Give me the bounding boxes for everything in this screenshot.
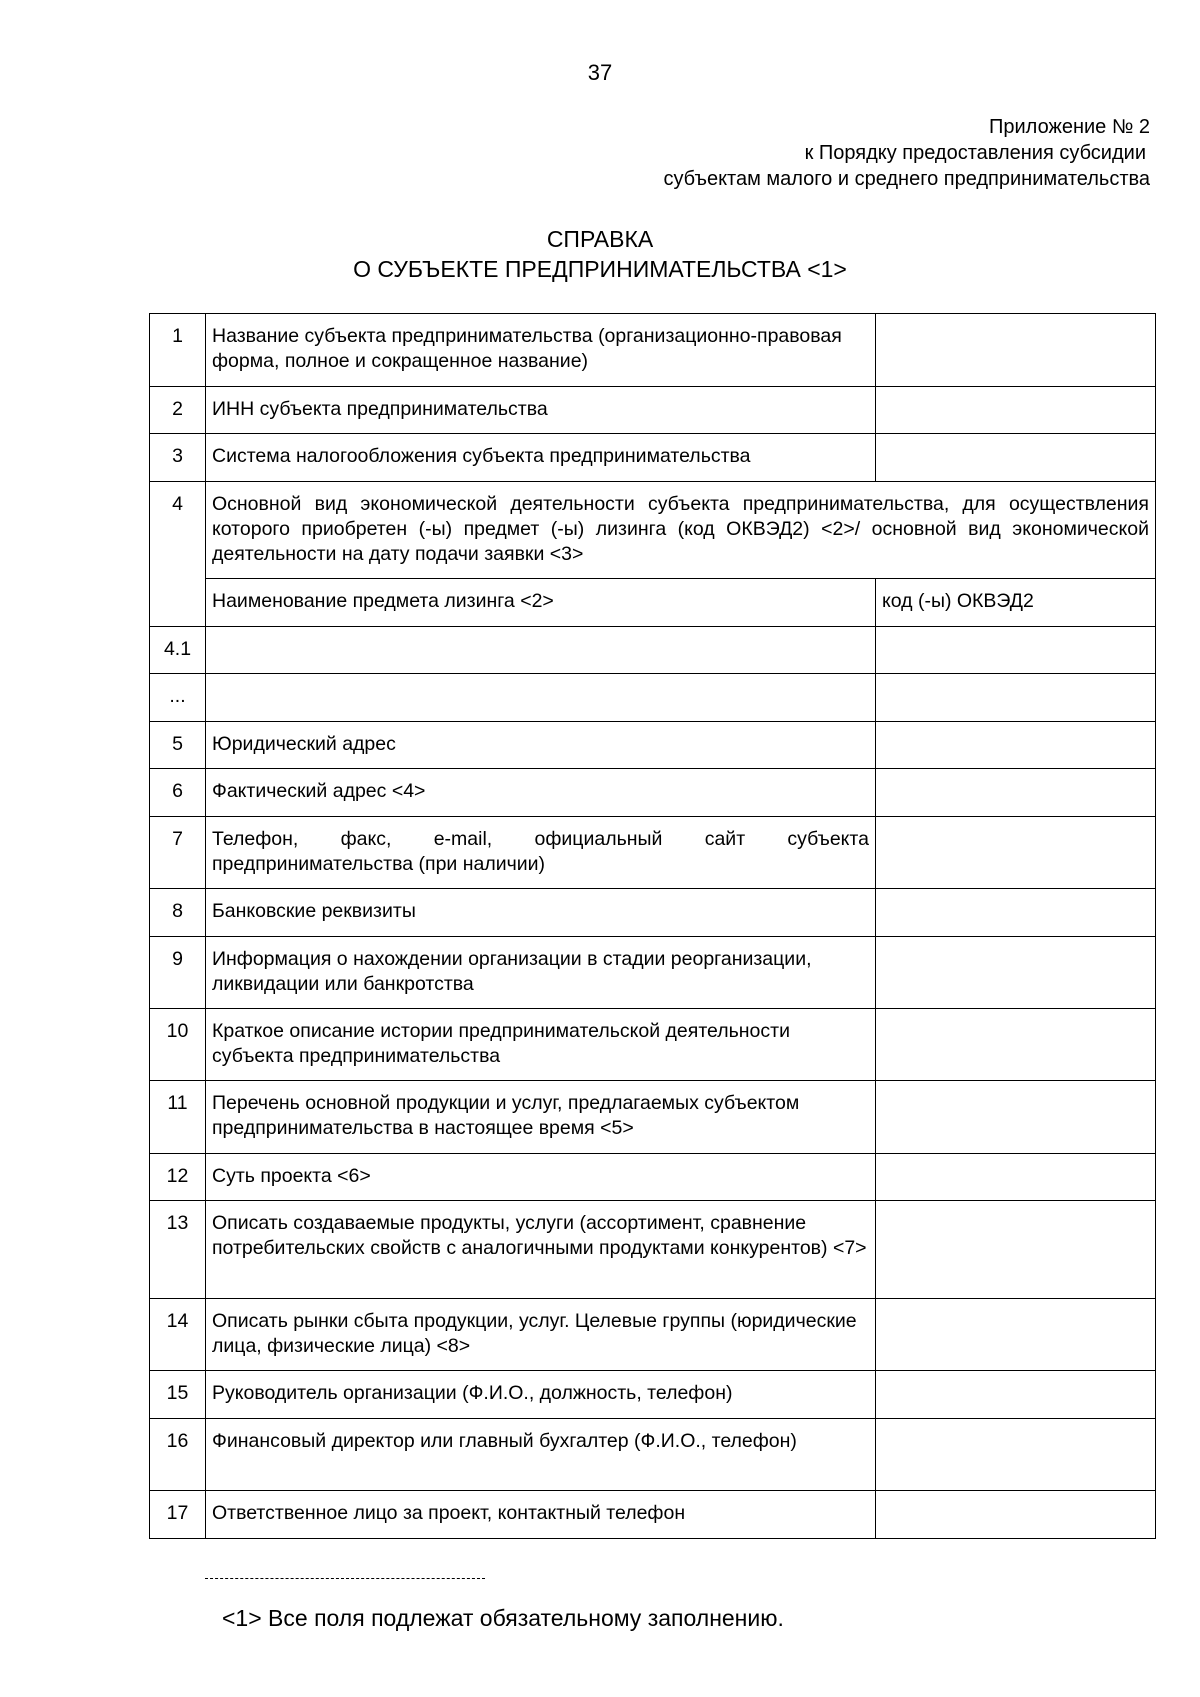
value-cell[interactable] bbox=[876, 387, 1156, 434]
row-label: Банковские реквизиты bbox=[206, 889, 876, 937]
value-cell[interactable] bbox=[876, 889, 1156, 937]
table-row bbox=[150, 1371, 1156, 1419]
row-number: 6 bbox=[150, 769, 206, 817]
document-title-line-2: О СУБЪЕКТЕ ПРЕДПРИНИМАТЕЛЬСТВА <1> bbox=[353, 256, 847, 282]
okved-code-cell[interactable] bbox=[876, 674, 1156, 722]
leasing-item-cell[interactable] bbox=[206, 674, 876, 722]
row-label: Описать рынки сбыта продукции, услуг. Целевые группы (юридические лица, физические лица) <8> bbox=[206, 1299, 876, 1371]
row-number: 12 bbox=[150, 1154, 206, 1201]
value-cell[interactable] bbox=[876, 817, 1156, 889]
row-label: Фактический адрес <4> bbox=[206, 769, 876, 817]
footnote: <1> Все поля подлежат обязательному заполнению. bbox=[222, 1605, 784, 1631]
row-label: Юридический адрес bbox=[206, 722, 876, 769]
document-title-line-1: СПРАВКА bbox=[546, 226, 654, 252]
row-number: ... bbox=[150, 674, 206, 722]
row-number: 10 bbox=[150, 1009, 206, 1081]
row-label: Ответственное лицо за проект, контактный телефон bbox=[206, 1491, 876, 1539]
row-number: 7 bbox=[150, 817, 206, 889]
table-row bbox=[150, 1299, 1156, 1371]
row-label: Финансовый директор или главный бухгалтер (Ф.И.О., телефон) bbox=[206, 1419, 876, 1491]
row-number: 1 bbox=[150, 314, 206, 387]
value-cell[interactable] bbox=[876, 1081, 1156, 1154]
table-row bbox=[150, 769, 1156, 817]
entrepreneur-info-table bbox=[149, 313, 1156, 1539]
row-number: 11 bbox=[150, 1081, 206, 1154]
table-row bbox=[150, 1154, 1156, 1201]
footnote-divider bbox=[205, 1578, 485, 1579]
table-row bbox=[150, 579, 1156, 627]
row-label: Телефон, факс, e-mail, официальный сайт субъекта предпринимательства (при наличии) bbox=[206, 817, 876, 889]
table-row bbox=[150, 674, 1156, 722]
table-row bbox=[150, 889, 1156, 937]
row-number: 16 bbox=[150, 1419, 206, 1491]
subheader-leasing-item: Наименование предмета лизинга <2> bbox=[206, 579, 876, 627]
value-cell[interactable] bbox=[876, 937, 1156, 1009]
row-label: Краткое описание истории предпринимательской деятельности субъекта предпринимательства bbox=[206, 1009, 876, 1081]
page-number: 37 bbox=[587, 60, 613, 85]
row-number: 2 bbox=[150, 387, 206, 434]
appendix-header bbox=[663, 114, 1150, 192]
subheader-okved-code: код (-ы) ОКВЭД2 bbox=[876, 579, 1156, 627]
row-label: Основной вид экономической деятельности субъекта предпринимательства, для осуществления которого приобретен (-ы) предмет (-ы) лизинга (код ОКВЭД2) <2>/ основной вид экономической деятельности на дату подачи заявки <3> bbox=[206, 482, 1156, 579]
table-row bbox=[150, 1491, 1156, 1539]
value-cell[interactable] bbox=[876, 722, 1156, 769]
appendix-line-3: субъектам малого и среднего предпринимательства bbox=[663, 168, 1150, 190]
table-row bbox=[150, 817, 1156, 889]
row-label: Название субъекта предпринимательства (организационно-правовая форма, полное и сокращенное название) bbox=[206, 314, 876, 387]
table-row bbox=[150, 434, 1156, 482]
table-row bbox=[150, 1419, 1156, 1491]
value-cell[interactable] bbox=[876, 1009, 1156, 1081]
okved-code-cell[interactable] bbox=[876, 627, 1156, 674]
value-cell[interactable] bbox=[876, 1201, 1156, 1299]
value-cell[interactable] bbox=[876, 1154, 1156, 1201]
value-cell[interactable] bbox=[876, 1299, 1156, 1371]
row-label: Руководитель организации (Ф.И.О., должность, телефон) bbox=[206, 1371, 876, 1419]
table-row bbox=[150, 314, 1156, 387]
row-label: Суть проекта <6> bbox=[206, 1154, 876, 1201]
table-row bbox=[150, 1081, 1156, 1154]
row-number: 4.1 bbox=[150, 627, 206, 674]
table-row bbox=[150, 1201, 1156, 1299]
row-number: 5 bbox=[150, 722, 206, 769]
row-number: 15 bbox=[150, 1371, 206, 1419]
table-row bbox=[150, 387, 1156, 434]
value-cell[interactable] bbox=[876, 1371, 1156, 1419]
value-cell[interactable] bbox=[876, 1491, 1156, 1539]
appendix-line-1: Приложение № 2 bbox=[989, 116, 1150, 138]
row-label: Система налогообложения субъекта предпринимательства bbox=[206, 434, 876, 482]
row-number: 8 bbox=[150, 889, 206, 937]
row-number: 14 bbox=[150, 1299, 206, 1371]
appendix-line-2: к Порядку предоставления субсидии bbox=[804, 142, 1146, 164]
row-label: Перечень основной продукции и услуг, предлагаемых субъектом предпринимательства в настоящее время <5> bbox=[206, 1081, 876, 1154]
row-number: 3 bbox=[150, 434, 206, 482]
row-label: Описать создаваемые продукты, услуги (ассортимент, сравнение потребительских свойств с аналогичными продуктами конкурентов) <7> bbox=[206, 1201, 876, 1299]
row-label: ИНН субъекта предпринимательства bbox=[206, 387, 876, 434]
table-row bbox=[150, 937, 1156, 1009]
value-cell[interactable] bbox=[876, 434, 1156, 482]
row-number: 13 bbox=[150, 1201, 206, 1299]
table-row bbox=[150, 482, 1156, 579]
row-number: 4 bbox=[150, 482, 206, 627]
value-cell[interactable] bbox=[876, 769, 1156, 817]
row-number: 17 bbox=[150, 1491, 206, 1539]
document-title bbox=[0, 224, 1200, 284]
table-row bbox=[150, 627, 1156, 674]
row-number: 9 bbox=[150, 937, 206, 1009]
row-label: Информация о нахождении организации в стадии реорганизации, ликвидации или банкротства bbox=[206, 937, 876, 1009]
leasing-item-cell[interactable] bbox=[206, 627, 876, 674]
value-cell[interactable] bbox=[876, 1419, 1156, 1491]
table-row bbox=[150, 1009, 1156, 1081]
table-row bbox=[150, 722, 1156, 769]
value-cell[interactable] bbox=[876, 314, 1156, 387]
